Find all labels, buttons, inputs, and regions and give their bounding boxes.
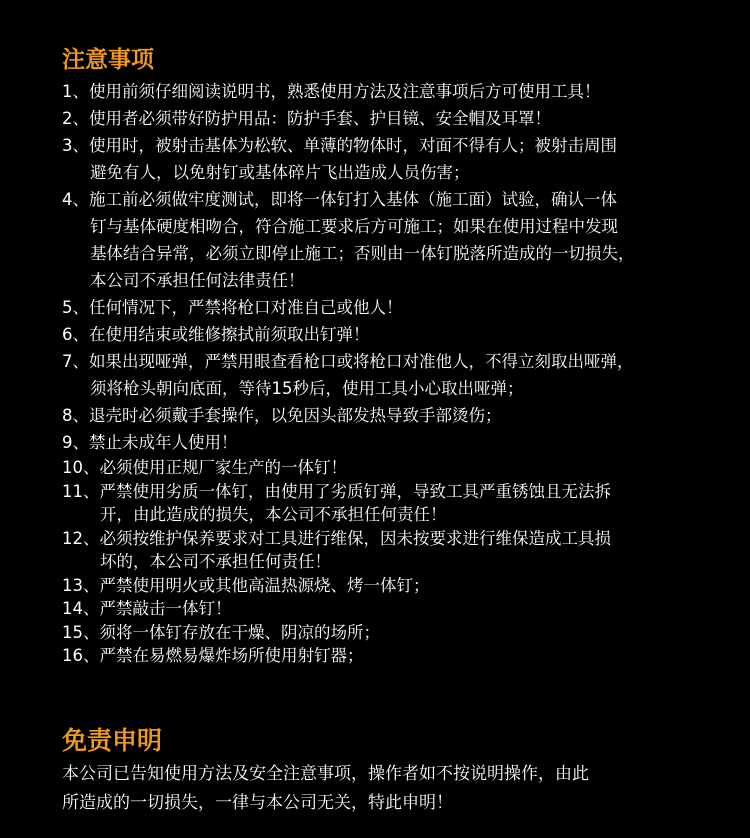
disclaimer-body — [62, 760, 732, 818]
note-item — [62, 348, 722, 402]
note-text: 14、严禁敲击一体钉！ — [62, 599, 232, 618]
notes-list — [62, 78, 722, 668]
note-text: 3、使用时，被射击基体为松软、单薄的物体时，对面不得有人；被射击周围 — [62, 136, 617, 155]
disclaimer-line: 所造成的一切损失，一律与本公司无关，特此申明！ — [62, 793, 453, 813]
note-text: 6、在使用结束或维修擦拭前须取出钉弹！ — [62, 325, 370, 344]
note-item — [62, 105, 722, 132]
note-item — [62, 597, 722, 621]
note-continuation: 钉与基体硬度相吻合，符合施工要求后方可施工；如果在使用过程中发现 — [90, 217, 618, 236]
note-text: 15、须将一体钉存放在干燥、阴凉的场所； — [62, 622, 380, 642]
note-text: 11、严禁使用劣质一体钉，由使用了劣质钉弹，导致工具严重锈蚀且无法拆 — [62, 481, 611, 501]
note-text: 8、退壳时必须戴手套操作，以免因头部发热导致手部烫伤； — [62, 406, 502, 425]
note-text: 16、严禁在易燃易爆炸场所使用射钉器； — [62, 646, 364, 665]
note-item — [62, 527, 722, 574]
note-text: 2、使用者必须带好防护用品：防护手套、护目镜、安全帽及耳罩！ — [62, 109, 551, 128]
note-item — [62, 78, 722, 105]
note-text: 13、严禁使用明火或其他高温热源烧、烤一体钉； — [62, 575, 430, 595]
note-item — [62, 644, 722, 668]
note-item — [62, 621, 722, 645]
note-text: 4、施工前必须做牢度测试，即将一体钉打入基体（施工面）试验，确认一体 — [62, 190, 617, 209]
note-continuation: 本公司不承担任何法律责任！ — [90, 271, 305, 290]
note-text: 1、使用前须仔细阅读说明书，熟悉使用方法及注意事项后方可使用工具！ — [62, 82, 601, 101]
note-item — [62, 456, 722, 480]
note-item — [62, 480, 722, 527]
note-text: 7、如果出现哑弹，严禁用眼查看枪口或将枪口对准他人，不得立刻取出哑弹， — [62, 352, 634, 371]
note-continuation: 开，由此造成的损失，本公司不承担任何责任！ — [100, 505, 447, 524]
disclaimer-line: 本公司已告知使用方法及安全注意事项，操作者如不按说明操作，由此 — [62, 764, 589, 784]
note-text: 10、必须使用正规厂家生产的一体钉！ — [62, 458, 347, 477]
note-continuation: 基体结合异常，必须立即停止施工；否则由一体钉脱落所造成的一切损失， — [90, 244, 635, 263]
note-text: 12、必须按维护保养要求对工具进行维保，因未按要求进行维保造成工具损 — [62, 528, 611, 548]
note-text: 5、任何情况下，严禁将枪口对准自己或他人！ — [62, 298, 403, 317]
notes-title: 注意事项 — [62, 47, 154, 73]
note-item — [62, 574, 722, 598]
note-item — [62, 132, 722, 186]
disclaimer-title: 免责申明 — [62, 726, 163, 755]
note-item — [62, 186, 722, 294]
note-item — [62, 429, 722, 456]
note-continuation: 坏的，本公司不承担任何责任！ — [100, 552, 331, 571]
note-continuation: 避免有人，以免射钉或基体碎片飞出造成人员伤害； — [90, 163, 470, 182]
note-text: 9、禁止未成年人使用！ — [62, 433, 238, 452]
note-continuation: 须将枪头朝向底面，等待15秒后，使用工具小心取出哑弹； — [90, 379, 524, 398]
note-item — [62, 402, 722, 429]
note-item — [62, 294, 722, 321]
note-item — [62, 321, 722, 348]
